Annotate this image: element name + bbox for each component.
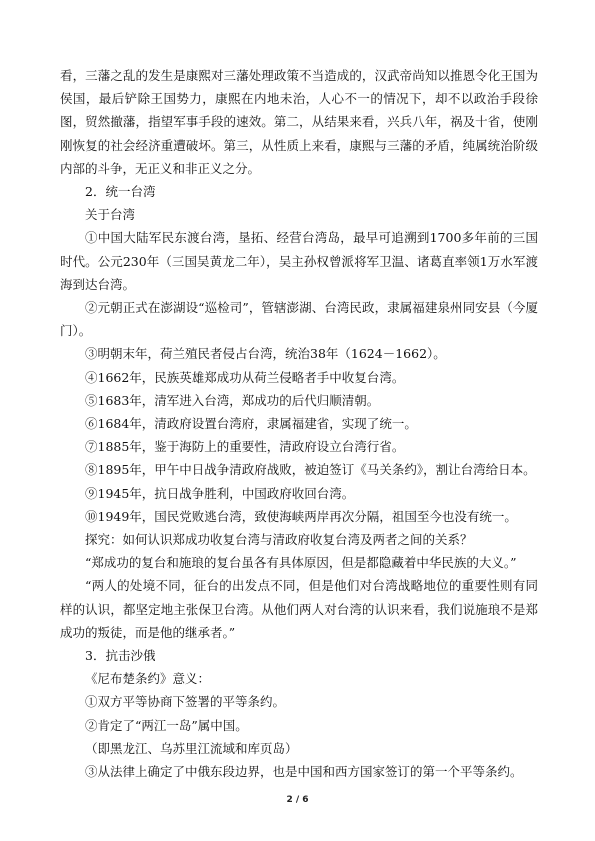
paragraph: ②肯定了“两江一岛”属中国。 [85, 717, 248, 733]
paragraph: ①双方平等协商下签署的平等条约。 [85, 694, 286, 710]
paragraph: 关于台湾 [85, 207, 136, 223]
paragraph: ①中国大陆军民东渡台湾，垦拓、经营台湾岛，最早可追溯到1700多年前的三国时代。公元230年（三国吴黄龙二年），吴主孙权曾派将军卫温、诸葛直率领1万水军渡海到达台湾。 [60, 230, 538, 292]
paragraph: ⑥1684年，清政府设置台湾府，隶属福建省，实现了统一。 [85, 416, 417, 432]
paragraph: ⑨1945年，抗日战争胜利，中国政府收回台湾。 [85, 485, 355, 501]
paragraph: 3．抗击沙俄 [85, 648, 156, 664]
paragraph: 《尼布楚条约》意义： [85, 671, 211, 687]
paragraph: ⑧1895年，甲午中日战争清政府战败，被迫签订《马关条约》，割让台湾给日本。 [85, 462, 536, 478]
paragraph: ⑦1885年，鉴于海防上的重要性，清政府设立台湾行省。 [85, 439, 405, 455]
paragraph: ⑤1683年，清军进入台湾，郑成功的后代归顺清朝。 [85, 392, 380, 408]
paragraph: 探究：如何认识郑成功收复台湾与清政府收复台湾及两者之间的关系？ [85, 532, 473, 548]
paragraph: 看，三藩之乱的发生是康熙对三藩处理政策不当造成的，汉武帝尚知以推恩令化王国为侯国，最后铲除王国势力，康熙在内地未治，人心不一的情况下，却不以政治手段徐图，贸然撤藩，指望军事手段的速效。第二，从结果来看，兴兵八年，祸及十省，使刚刚恢复的社会经济重遭破坏。第三，从性质上来看，康熙与三藩的矛盾，纯属统治阶级内部的斗争，无正义和非正义之分。 [60, 68, 538, 176]
paragraph: ⑩1949年，国民党败逃台湾，致使海峡两岸再次分隔，祖国至今也没有统一。 [85, 508, 517, 524]
paragraph: （即黑龙江、乌苏里江流域和库页岛） [85, 740, 298, 756]
paragraph: “两人的处境不同，征台的出发点不同，但是他们对台湾战略地位的重要性则有同样的认识，都坚定地主张保卫台湾。从他们两人对台湾的认识来看，我们说施琅不是郑成功的叛徒，而是他的继承者。” [60, 578, 538, 640]
paragraph: 2．统一台湾 [85, 184, 156, 200]
page-number: 2 / 6 [286, 795, 309, 805]
paragraph: ④1662年，民族英雄郑成功从荷兰侵略者手中收复台湾。 [85, 369, 405, 385]
paragraph: “郑成功的复台和施琅的复台虽各有具体原因，但是都隐藏着中华民族的大义。” [85, 555, 517, 571]
paragraph: ③从法律上确定了中俄东段边界，也是中国和西方国家签订的第一个平等条约。 [85, 764, 523, 780]
paragraph: ②元朝正式在澎湖设“巡检司”，管辖澎湖、台湾民政，隶属福建泉州同安县（今厦门）。 [60, 300, 538, 339]
document-body [60, 64, 538, 783]
paragraph: ③明朝末年，荷兰殖民者侵占台湾，统治38年（1624－1662）。 [85, 346, 446, 362]
